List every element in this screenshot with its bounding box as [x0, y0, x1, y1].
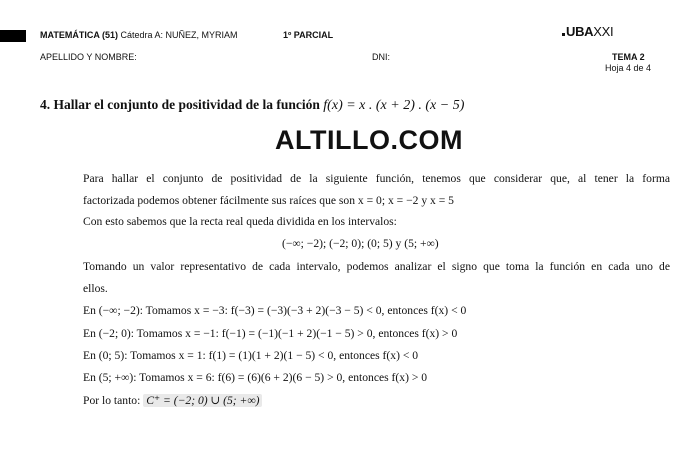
logo-bold: UBA	[566, 24, 594, 39]
intro-line-2: factorizada podemos obtener fácilmente sus raíces que son x = 0; x = −2 y x = 5	[83, 194, 454, 207]
dni-label: DNI:	[372, 52, 390, 62]
uba-xxi-logo	[562, 24, 613, 39]
tema-label: TEMA 2	[612, 52, 645, 62]
conclusion-label: Por lo tanto:	[83, 394, 141, 407]
case-interval-3: En (0; 5): Tomamos x = 1: f(1) = (1)(1 + 2)(1 − 5) < 0, entonces f(x) < 0	[83, 349, 419, 362]
method-line-2: ellos.	[83, 282, 108, 295]
case-interval-4: En (5; +∞): Tomamos x = 6: f(6) = (6)(6 + 2)(6 − 5) > 0, entonces f(x) > 0	[83, 371, 428, 384]
name-label: APELLIDO Y NOMBRE:	[40, 52, 137, 62]
header-black-tab	[0, 30, 26, 42]
intervals-intro: Con esto sabemos que la recta real queda dividida en los intervalos:	[83, 215, 397, 228]
header-subject: MATEMÁTICA (51)	[40, 30, 118, 40]
header-subject-line	[40, 30, 238, 40]
method-line-1: Tomando un valor representativo de cada intervalo, podemos analizar el signo que toma la función en cada uno de	[83, 260, 670, 273]
case-interval-1: En (−∞; −2): Tomamos x = −3: f(−3) = (−3)(−3 + 2)(−3 − 5) < 0, entonces f(x) < 0	[83, 304, 467, 317]
question-function: f(x) = x . (x + 2) . (x − 5)	[323, 98, 465, 113]
intro-line-1: Para hallar el conjunto de positividad de la siguiente función, tenemos que considerar que, al tener la forma	[83, 172, 670, 185]
header-exam: 1º PARCIAL	[283, 30, 334, 40]
intervals-list: (−∞; −2); (−2; 0); (0; 5) y (5; +∞)	[282, 237, 439, 250]
case-interval-2: En (−2; 0): Tomamos x = −1: f(−1) = (−1)(−1 + 2)(−1 − 5) > 0, entonces f(x) > 0	[83, 327, 458, 340]
page-indicator: Hoja 4 de 4	[605, 63, 652, 73]
question-text: Hallar el conjunto de positividad de la función	[53, 97, 320, 112]
conclusion	[83, 393, 262, 407]
watermark: ALTILLO.COM	[275, 125, 463, 155]
conclusion-value: C⁺ = (−2; 0) ∪ (5; +∞)	[143, 394, 262, 407]
question-number: 4.	[40, 97, 51, 112]
header-chair: Cátedra A: NUÑEZ, MYRIAM	[120, 30, 238, 40]
question-title	[40, 97, 464, 114]
logo-light: XXI	[593, 24, 614, 39]
logo-dot-icon	[562, 33, 565, 36]
